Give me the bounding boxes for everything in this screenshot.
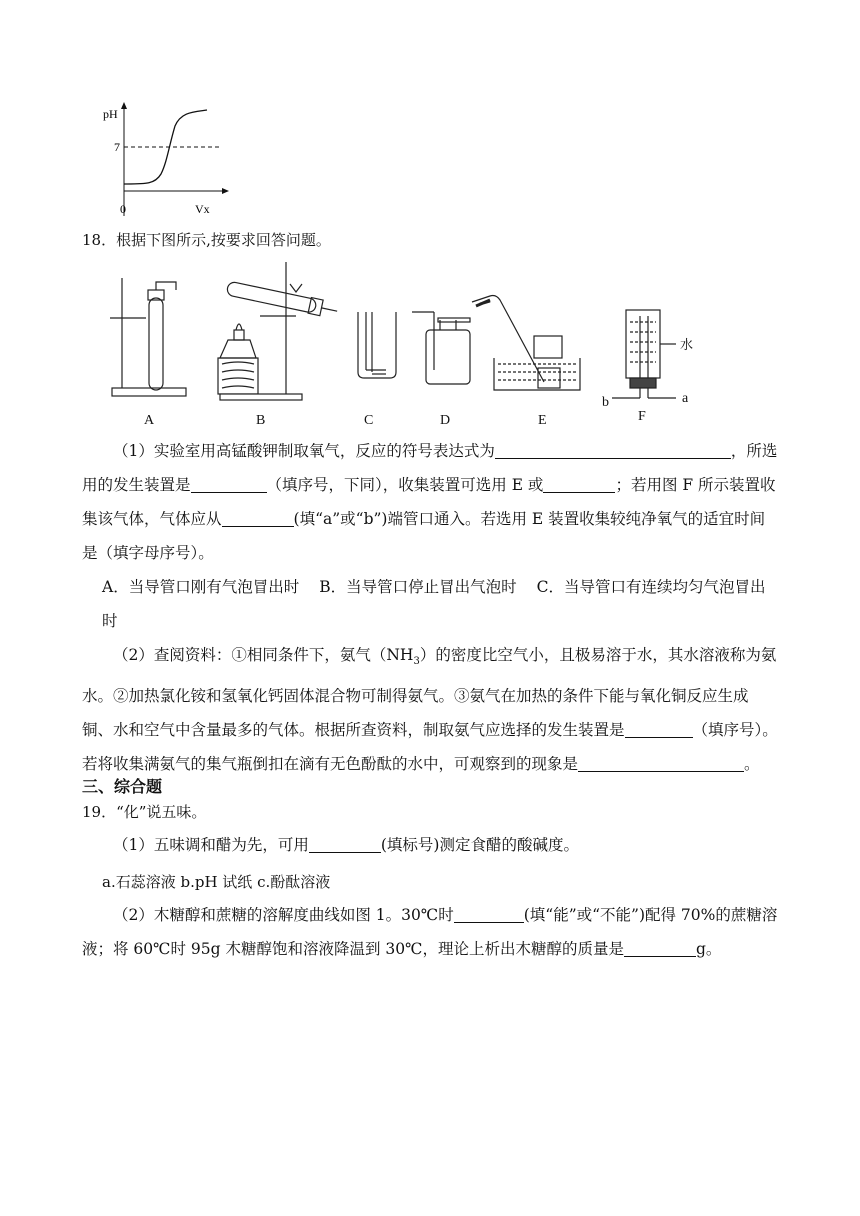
answer-blank-collector[interactable] — [543, 474, 615, 493]
option-c: C．当导管口有连续均匀气泡冒出时 — [102, 578, 766, 630]
q19-part1: （1）五味调和醋为先，可用 (填标号)测定食醋的酸碱度。 — [113, 836, 579, 854]
answer-blank-can-or-cannot[interactable] — [454, 904, 524, 923]
x-axis-arrow-icon — [222, 188, 229, 194]
ph7-label: 7 — [114, 140, 120, 154]
apparatus-a — [110, 278, 186, 396]
label-a: A — [144, 413, 155, 428]
apparatus-d — [412, 312, 470, 384]
option-a: A．当导管口刚有气泡冒出时 — [102, 578, 300, 596]
apparatus-f — [612, 310, 676, 398]
q19-part2: （2）木糖醇和蔗糖的溶解度曲线如图 1。30℃时 (填“能”或“不能”)配得 70%的蔗糖溶液；将 60℃时 95g 木糖醇饱和溶液降温到 30℃，理论上析出木糖醇的质量是 g。 — [82, 906, 778, 958]
label-d: D — [440, 413, 451, 428]
option-b: B．当导管口停止冒出气泡时 — [319, 578, 517, 596]
label-e: E — [538, 413, 547, 428]
apparatus-b — [218, 262, 339, 400]
apparatus-e — [472, 296, 580, 391]
answer-blank-ammonia-generator[interactable] — [625, 719, 693, 738]
q18-part2: （2）查阅资料：①相同条件下，氨气$(NH_3)$的密度比空气小，且极易溶于水，其水溶液称为氨水。②加热氯化铵和氢氧化钙固体混合物可制得氨气。③氨气在加热的条件下能与氧化铜反应生成铜、水和空气中含量最多的气体。根据所查资料，制取氨气应选择的发生装置是 （填序号）。若将收集满氨气的集气瓶倒扣在滴有无色酚酞的水中，可观察到的现象是 。 — [82, 646, 778, 774]
q19-options: a.石蕊溶液 b.pH 试纸 c.酚酞溶液 — [102, 873, 331, 891]
q18-options — [82, 570, 778, 638]
port-a-label: a — [682, 391, 689, 406]
answer-blank-port[interactable] — [222, 508, 294, 527]
question-18-stem: 18．根据下图所示,按要求回答问题。 — [82, 231, 331, 249]
y-axis-label: pH — [103, 107, 118, 121]
answer-blank-ph-method[interactable] — [309, 834, 381, 853]
q18-part1: （1）实验室用高锰酸钾制取氧气，反应的符号表达式为 ，所选用的发生装置是 （填序号，下同），收集装置可选用 E 或 ；若用图 F 所示装置收集该气体，气体应从 (填“a”或“b”)端管口通入。若选用 E 装置收集较纯净氧气的适宜时间是（填字母序号）。 — [82, 442, 778, 562]
question-19-stem: 19．“化”说五味。 — [82, 803, 207, 821]
lab-apparatus-figure — [100, 260, 720, 428]
y-axis-arrow-icon — [121, 102, 127, 109]
ph-curve-figure — [95, 96, 235, 220]
port-b-label: b — [602, 395, 609, 410]
section-3-heading: 三、综合题 — [82, 777, 163, 796]
apparatus-c — [358, 312, 396, 378]
answer-blank-generator[interactable] — [191, 474, 267, 493]
answer-blank-equation[interactable] — [495, 440, 731, 459]
answer-blank-phenomenon[interactable] — [578, 753, 744, 772]
label-f: F — [638, 409, 646, 424]
water-label: 水 — [680, 338, 694, 353]
label-c: C — [364, 413, 374, 428]
label-b: B — [256, 413, 266, 428]
x-axis-label: Vx — [195, 202, 210, 216]
origin-label: 0 — [120, 202, 126, 216]
answer-blank-mass[interactable] — [624, 938, 696, 957]
